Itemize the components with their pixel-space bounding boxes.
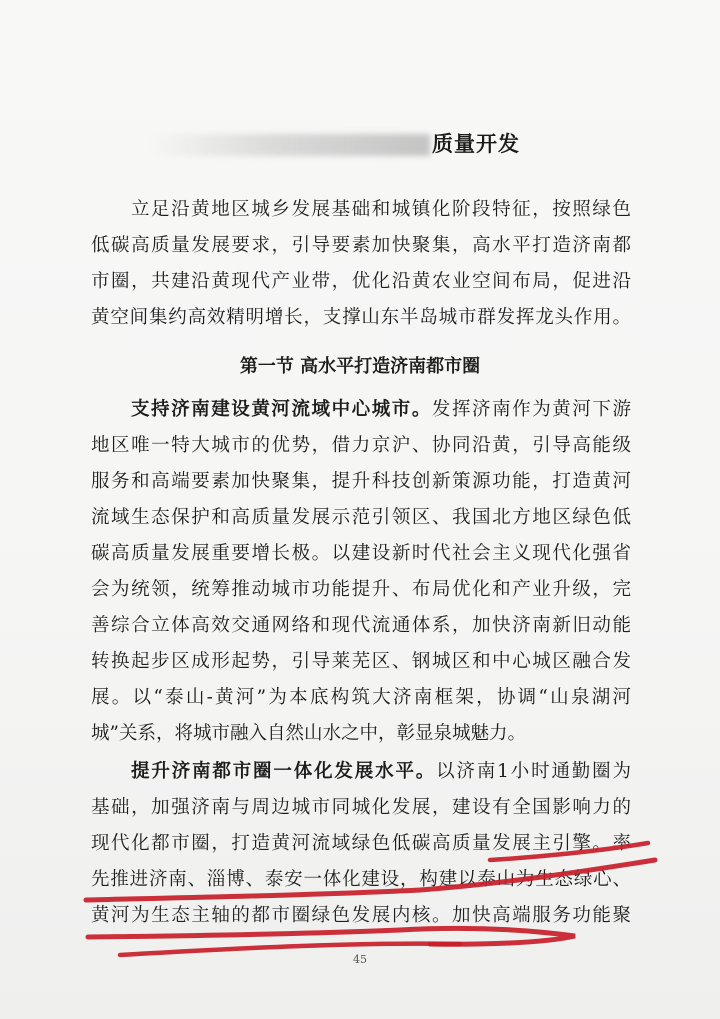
paragraph-lead: 支持济南建设黄河流域中心城市。 [131,399,432,420]
paragraph-text: 以济南1小时通勤圈为 [436,761,631,782]
paragraph-line: 流域生态保护和高质量发展示范引领区、我国北方地区绿色低 [91,507,631,528]
paragraph-line: 转换起步区成形起势，引导莱芜区、钢城区和中心城区融合发 [91,651,631,672]
paragraph-line: 现代化都市圈，打造黄河流域绿色低碳高质量发展主引擎。率 [91,833,631,854]
paragraph-line: 碳高质量发展重要增长极。以建设新时代社会主义现代化强省 [91,543,631,564]
title-scan-shadow [150,134,430,156]
paragraph-line: 地区唯一特大城市的优势，借力京沪、协同沿黄，引导高能级 [91,435,631,456]
paragraph-line: 善综合立体高效交通网络和现代流通体系，加快济南新旧动能 [91,615,631,636]
intro-line: 立足沿黄地区城乡发展基础和城镇化阶段特征，按照绿色 [131,199,631,220]
annotation-stroke [88,928,575,944]
paragraph-line: 黄河为生态主轴的都市圈绿色发展内核。加快高端服务功能聚 [91,905,631,926]
paragraph-line: 服务和高端要素加快聚集，提升科技创新策源功能，打造黄河 [91,471,631,492]
paragraph-line [131,398,631,422]
paragraph-line: 基础，加强济南与周边城市同城化发展，建设有全国影响力的 [91,797,631,818]
paragraph-lead: 提升济南都市圈一体化发展水平。 [131,761,437,782]
page-number: 45 [353,953,367,966]
paragraph-text: 发挥济南作为黄河下游 [431,399,631,420]
intro-line: 市圈，共建沿黄现代产业带，优化沿黄农业空间布局，促进沿 [91,271,631,292]
section-heading: 第一节 高水平打造济南都市圈 [239,356,481,377]
intro-line: 低碳高质量发展要求，引导要素加快聚集，高水平打造济南都 [91,235,631,256]
intro-line: 黄空间集约高效精明增长，支撑山东半岛城市群发挥龙头作用。 [91,307,631,328]
paragraph-line: 展。以“泰山-黄河”为本底构筑大济南框架，协调“山泉湖河 [91,687,631,708]
paragraph-line: 会为统领，统筹推动城市功能提升、布局优化和产业升级，完 [91,579,631,600]
paragraph-line [131,760,631,784]
paragraph-line: 先推进济南、淄博、泰安一体化建设，构建以泰山为生态绿心、 [91,869,631,890]
chapter-title: 质量开发 [432,132,520,156]
paragraph-line: 城”关系，将城市融入自然山水之中，彰显泉城魅力。 [91,723,526,744]
